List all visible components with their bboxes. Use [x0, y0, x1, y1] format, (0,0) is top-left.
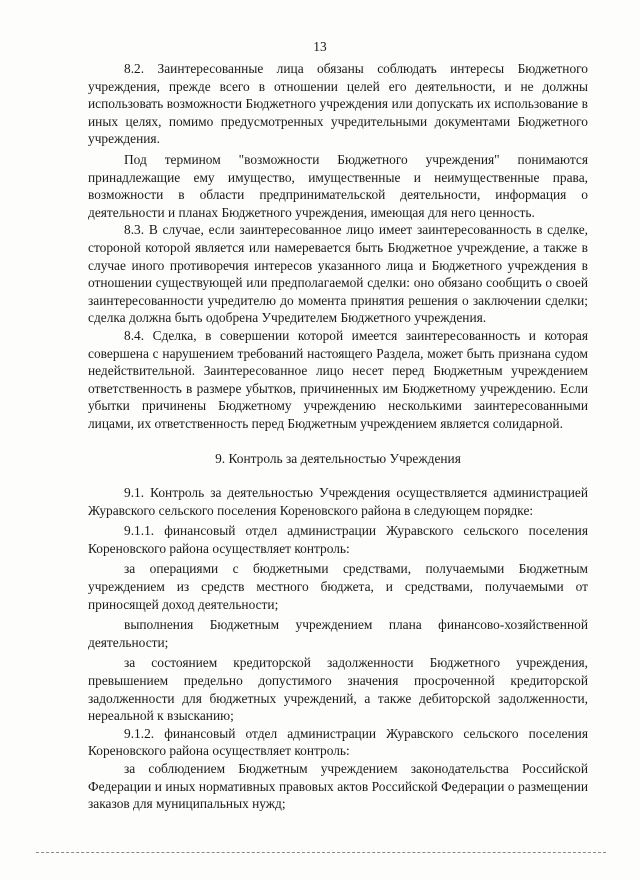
section-heading-9: 9. Контроль за деятельностью Учреждения	[215, 451, 461, 467]
paragraph-law-compliance: за соблюдением Бюджетным учреждением законодательства Российской Федерации и иных нормативных правовых актов Российской Федерации о размещении заказов для муниципальных нужд;	[88, 760, 588, 812]
page-bottom-divider	[36, 852, 606, 853]
paragraph-9-1-1: 9.1.1. финансовый отдел администрации Журавского сельского поселения Кореновского района осуществляет контроль:	[88, 523, 588, 556]
paragraph-8-4: 8.4. Сделка, в совершении которой имеется заинтересованность и которая совершена с нарушением требований настоящего Раздела, может быть признана судом недействительной. Заинтересованное лицо несет перед Бюджетным учреждением ответственность в размере убытков, причиненных им Бюджетному учреждению. Если убытки причинены Бюджетному учреждению несколькими заинтересованными лицами, их ответственность перед Бюджетным учреждением является солидарной.	[88, 327, 588, 431]
paragraph-9-1-2: 9.1.2. финансовый отдел администрации Журавского сельского поселения Кореновского района осуществляет контроль:	[88, 725, 588, 759]
paragraph-8-2: 8.2. Заинтересованные лица обязаны соблюдать интересы Бюджетного учреждения, прежде всего в отношении целей его деятельности, и не должны использовать возможности Бюджетного учреждения или допускать их использование в иных целях, помимо предусмотренных учредительными документами Бюджетного учреждения.	[88, 61, 588, 147]
paragraph-plan-execution: выполнения Бюджетным учреждением плана финансово-хозяйственной деятельности;	[88, 617, 588, 650]
paragraph-9-1: 9.1. Контроль за деятельностью Учреждения осуществляется администрацией Журавского сельского поселения Кореновского района в следующем порядке:	[88, 485, 588, 518]
paragraph-8-3: 8.3. В случае, если заинтересованное лицо имеет заинтересованность в сделке, стороной которой является или намеревается быть Бюджетное учреждение, а также в случае иного противоречия интересов указанного лица и Бюджетного учреждения в отношении существующей или предполагаемой сделки: оно обязано сообщить о своей заинтересованности учредителю до момента принятия решения о заключении сделки; сделка должна быть одобрена Учредителем Бюджетного учреждения.	[88, 222, 588, 326]
paragraph-debt-control: за состоянием кредиторской задолженности Бюджетного учреждения, превышением предельно допустимого значения просроченной кредиторской задолженности для бюджетных учреждений, а также дебиторской задолженности, нереальной к взысканию;	[88, 655, 588, 724]
document-body	[88, 60, 588, 813]
paragraph-term-definition: Под термином "возможности Бюджетного учреждения" понимаются принадлежащие ему имущество, имущественные и неимущественные права, возможности в области предпринимательской деятельности, информация о деятельности и планах Бюджетного учреждения, имеющая для него ценность.	[88, 151, 588, 220]
paragraph-budget-operations: за операциями с бюджетными средствами, получаемыми Бюджетным учреждением из средств местного бюджета, и средствами, получаемыми от приносящей доход деятельности;	[88, 561, 588, 612]
page-number: 13	[313, 39, 327, 54]
